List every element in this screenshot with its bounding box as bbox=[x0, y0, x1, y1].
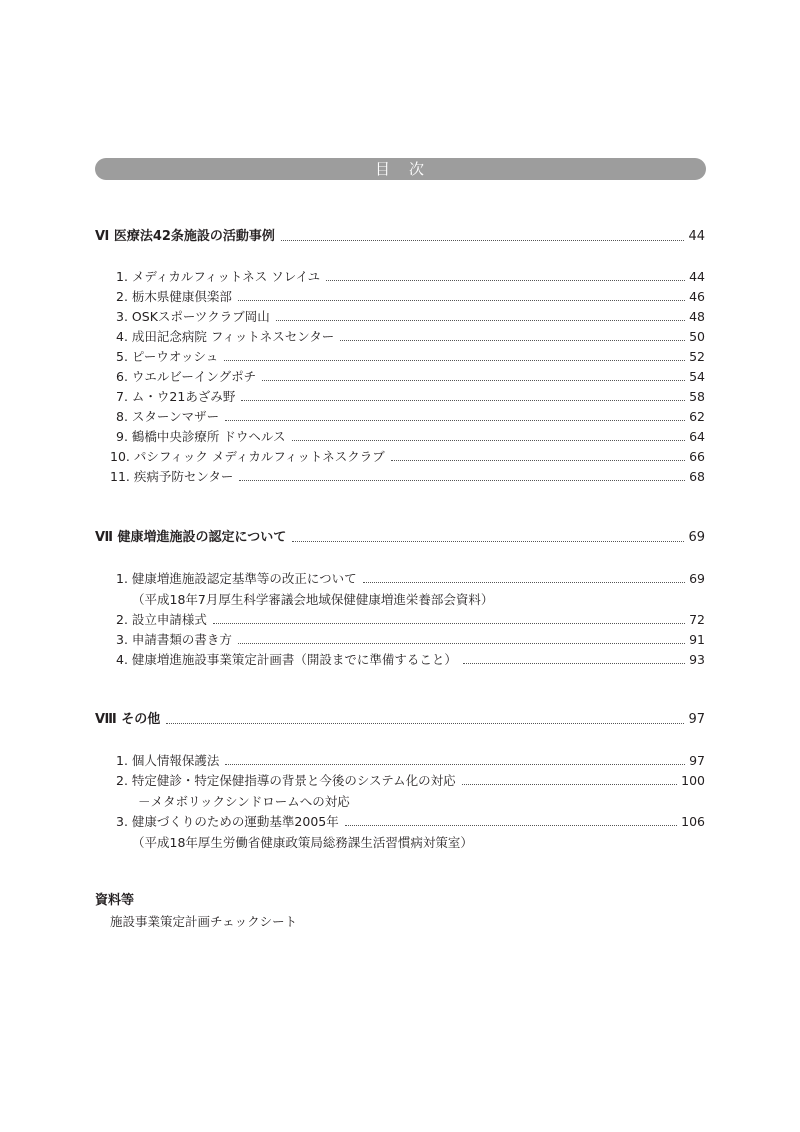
toc-section-7[interactable] bbox=[95, 530, 705, 546]
entry-label: スターンマザー bbox=[131, 409, 220, 424]
dot-leader bbox=[166, 723, 684, 724]
page-number: 46 bbox=[689, 289, 705, 304]
dot-leader bbox=[238, 643, 685, 644]
toc-entry[interactable] bbox=[116, 389, 705, 405]
entry-number: 10. bbox=[110, 449, 130, 464]
entry-number: 2. bbox=[116, 773, 128, 788]
entry-number: 8. bbox=[116, 409, 128, 424]
page-number: 66 bbox=[689, 449, 705, 464]
entry-label: 成田記念病院 フィットネスセンター bbox=[131, 329, 335, 344]
toc-entry[interactable] bbox=[116, 429, 705, 445]
page-number: 97 bbox=[688, 712, 705, 727]
toc-entry[interactable] bbox=[116, 349, 705, 365]
page-number: 44 bbox=[688, 229, 705, 244]
dot-leader bbox=[391, 460, 685, 461]
toc-section-6[interactable] bbox=[95, 229, 705, 245]
toc-section-8[interactable] bbox=[95, 712, 705, 728]
entry-note: （平成18年厚生労働省健康政策局総務課生活習慣病対策室） bbox=[132, 835, 473, 850]
entry-number: 3. bbox=[116, 309, 128, 324]
page-number: 72 bbox=[689, 612, 705, 627]
entry-label: 個人情報保護法 bbox=[131, 753, 220, 768]
page-number: 64 bbox=[689, 429, 705, 444]
page-number: 50 bbox=[689, 329, 705, 344]
dot-leader bbox=[239, 480, 685, 481]
entry-note: －メタボリックシンドロームへの対応 bbox=[138, 794, 350, 809]
entry-number: 1. bbox=[116, 753, 128, 768]
appendix-item[interactable]: 施設事業策定計画チェックシート bbox=[110, 914, 298, 929]
entry-number: 3. bbox=[116, 632, 128, 647]
dot-leader bbox=[276, 320, 685, 321]
toc-entry[interactable] bbox=[116, 409, 705, 425]
entry-number: 9. bbox=[116, 429, 128, 444]
dot-leader bbox=[225, 420, 685, 421]
entry-label: ピーウオッシュ bbox=[131, 349, 219, 364]
entry-number: 2. bbox=[116, 289, 128, 304]
entry-label: 特定健診・特定保健指導の背景と今後のシステム化の対応 bbox=[131, 773, 456, 788]
entry-label: 申請書類の書き方 bbox=[131, 632, 232, 647]
entry-label: ム・ウ21あざみ野 bbox=[131, 389, 236, 404]
toc-entry[interactable] bbox=[110, 449, 705, 465]
entry-number: 1. bbox=[116, 269, 128, 284]
page-number: 69 bbox=[689, 571, 705, 586]
dot-leader bbox=[262, 380, 685, 381]
entry-number: 2. bbox=[116, 612, 128, 627]
dot-leader bbox=[462, 784, 677, 785]
toc-entry[interactable] bbox=[116, 369, 705, 385]
entry-label: OSKスポーツクラブ岡山 bbox=[131, 309, 270, 324]
page-number: 44 bbox=[689, 269, 705, 284]
toc-entry[interactable] bbox=[116, 309, 705, 325]
entry-number: 4. bbox=[116, 652, 128, 667]
entry-label: 設立申請様式 bbox=[131, 612, 207, 627]
toc-entry[interactable] bbox=[116, 652, 705, 668]
page-number: 54 bbox=[689, 369, 705, 384]
page-number: 62 bbox=[689, 409, 705, 424]
entry-note: （平成18年7月厚生科学審議会地域保健健康増進栄養部会資料） bbox=[132, 592, 494, 607]
dot-leader bbox=[292, 541, 684, 542]
dot-leader bbox=[326, 280, 685, 281]
toc-entry[interactable] bbox=[116, 571, 705, 587]
toc-entry[interactable] bbox=[116, 269, 705, 285]
toc-entry[interactable] bbox=[116, 289, 705, 305]
entry-label: 健康増進施設認定基準等の改正について bbox=[131, 571, 357, 586]
page-number: 58 bbox=[689, 389, 705, 404]
page-number: 93 bbox=[689, 652, 705, 667]
entry-label: パシフィック メディカルフィットネスクラブ bbox=[133, 449, 385, 464]
toc-entry[interactable] bbox=[116, 773, 705, 789]
dot-leader bbox=[345, 825, 677, 826]
dot-leader bbox=[340, 340, 685, 341]
page-number: 52 bbox=[689, 349, 705, 364]
dot-leader bbox=[463, 663, 685, 664]
entry-label: 栃木県健康倶楽部 bbox=[131, 289, 232, 304]
dot-leader bbox=[281, 240, 685, 241]
entry-label: メディカルフィットネス ソレイユ bbox=[131, 269, 321, 284]
section-heading: Ⅶ 健康増進施設の認定について bbox=[95, 530, 287, 545]
section-heading: Ⅷ その他 bbox=[95, 712, 161, 727]
dot-leader bbox=[292, 440, 686, 441]
page-number: 91 bbox=[689, 632, 705, 647]
entry-label: 疾病予防センター bbox=[133, 469, 234, 484]
entry-label: ウエルビーイングポチ bbox=[131, 369, 257, 384]
entry-number: 4. bbox=[116, 329, 128, 344]
entry-number: 11. bbox=[110, 469, 130, 484]
toc-entry[interactable] bbox=[116, 329, 705, 345]
dot-leader bbox=[213, 623, 685, 624]
dot-leader bbox=[363, 582, 685, 583]
entry-number: 3. bbox=[116, 814, 128, 829]
entry-label: 鶴橋中央診療所 ドウヘルス bbox=[131, 429, 286, 444]
toc-title-bar bbox=[95, 158, 706, 180]
appendix-heading: 資料等 bbox=[95, 893, 135, 908]
dot-leader bbox=[224, 360, 685, 361]
page-number: 48 bbox=[689, 309, 705, 324]
toc-entry[interactable] bbox=[116, 632, 705, 648]
page-number: 68 bbox=[689, 469, 705, 484]
page-number: 69 bbox=[688, 530, 705, 545]
entry-label: 健康づくりのための運動基準2005年 bbox=[131, 814, 339, 829]
toc-entry[interactable] bbox=[116, 814, 705, 830]
dot-leader bbox=[225, 764, 685, 765]
dot-leader bbox=[238, 300, 685, 301]
entry-number: 6. bbox=[116, 369, 128, 384]
toc-entry[interactable] bbox=[116, 612, 705, 628]
entry-number: 1. bbox=[116, 571, 128, 586]
page-number: 106 bbox=[681, 814, 705, 829]
entry-number: 5. bbox=[116, 349, 128, 364]
dot-leader bbox=[241, 400, 685, 401]
entry-label: 健康増進施設事業策定計画書（開設までに準備すること） bbox=[131, 652, 457, 667]
page-number: 100 bbox=[681, 773, 705, 788]
toc-entry[interactable] bbox=[116, 753, 705, 769]
entry-number: 7. bbox=[116, 389, 128, 404]
toc-title: 目 次 bbox=[374, 160, 426, 178]
section-heading: Ⅵ 医療法42条施設の活動事例 bbox=[95, 229, 275, 244]
page-number: 97 bbox=[689, 753, 705, 768]
toc-entry[interactable] bbox=[110, 469, 705, 485]
